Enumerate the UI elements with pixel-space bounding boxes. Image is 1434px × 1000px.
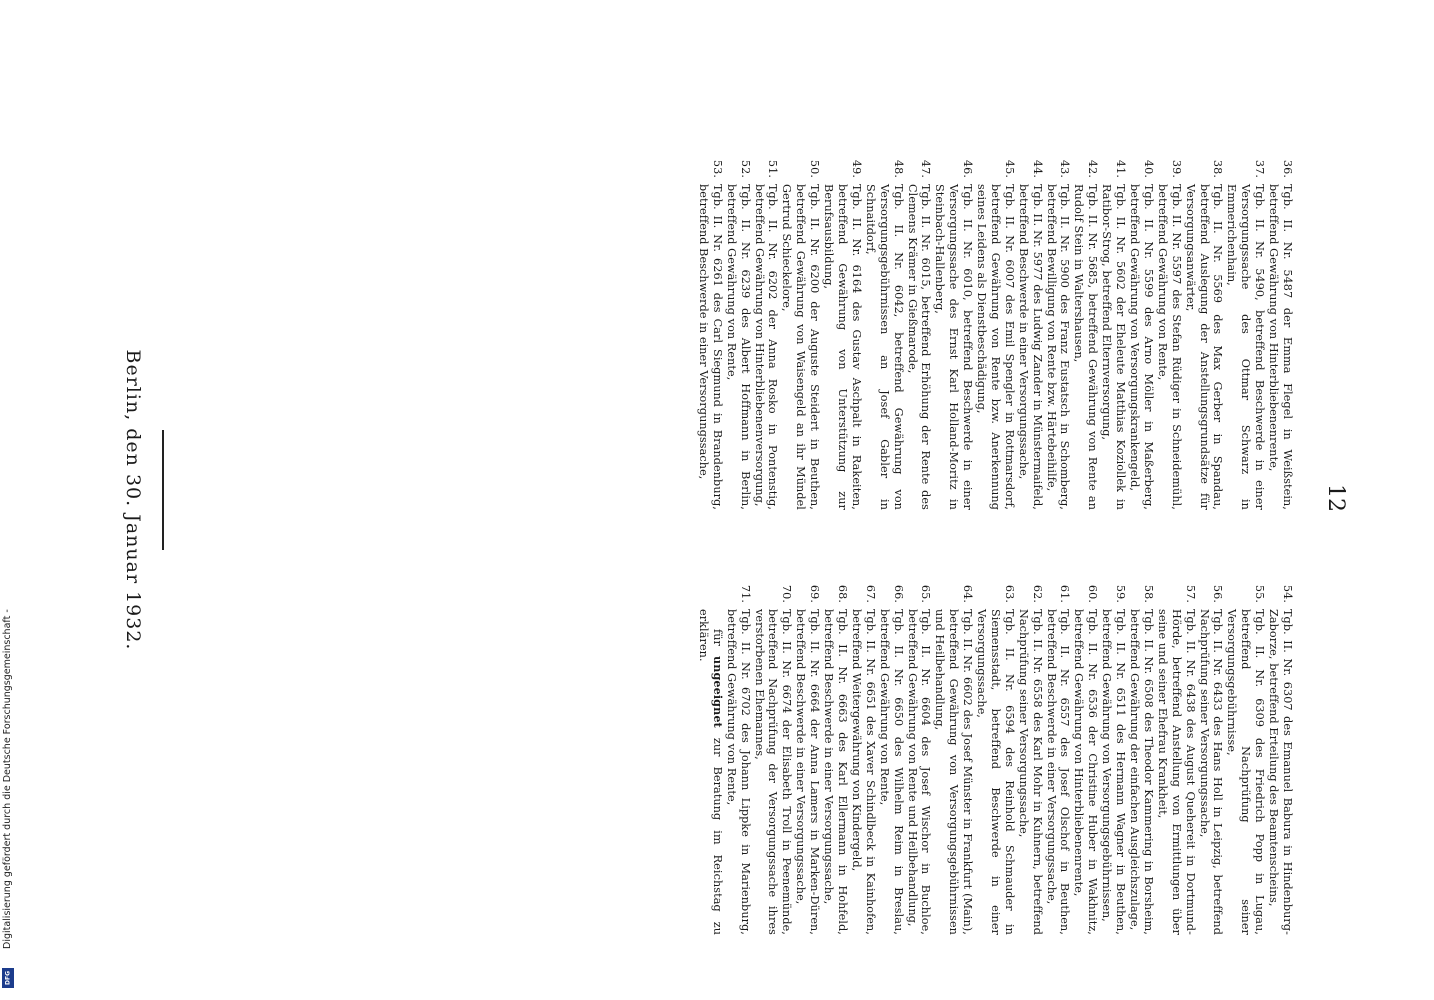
item-number: 39. <box>1169 159 1183 178</box>
item-text: Tgb. II. Nr. 6508 des Theodor Kammering in Borsheim, betreffend Gewährung der einfachen Ausgleichszulage, <box>1128 609 1155 935</box>
item-number: 40. <box>1141 159 1155 178</box>
closing-prefix: für <box>710 629 724 646</box>
list-item <box>1224 150 1266 510</box>
item-number: 49. <box>849 159 863 178</box>
item-number: 51. <box>766 159 780 178</box>
list-item <box>724 575 752 935</box>
item-number: 60. <box>1086 584 1100 603</box>
item-number: 68. <box>836 584 849 603</box>
item-number: 47. <box>919 159 933 178</box>
item-text: Tgb. II. Nr. 6438 des August Quehereit in Dortmund-Hörde, betreffend Anstellung von Ermittlungen über seine und seiner Ehefrau Krankheit, <box>1155 609 1197 935</box>
item-number: 37. <box>1253 159 1267 178</box>
item-text: Tgb. II. Nr. 6650 des Wilhelm Reim in Breslau, betreffend Gewährung von Rente, <box>877 609 905 935</box>
item-number: 67. <box>863 584 877 603</box>
item-text: Tgb. II. Nr. 6674 der Elisabeth Troll in Peenemünde, betreffend Nachprüfung der Versorgungssache ihres verstorbenen Ehemannes, <box>752 609 794 935</box>
list-item <box>821 150 863 510</box>
list-item <box>863 150 905 510</box>
item-text: Tgb. II. Nr. 6010, betreffend Beschwerde in einer Versorgungssache des Ernst Karl Holland-Moritz in Steinbach-Hallenberg, <box>933 184 975 510</box>
list-item <box>1155 150 1183 510</box>
list-item <box>1127 575 1155 935</box>
item-text: Tgb. II. Nr. 5599 des Arno Möller in Maßerberg, betreffend Gewährung von Versorgungskrankengeld, <box>1128 184 1155 510</box>
page-number: 12 <box>1323 484 1348 512</box>
item-text: Tgb. II. Nr. 6015, betreffend Erhöhung der Rente des Clemens Krämer in Gießmarode, <box>905 184 933 510</box>
item-text: Tgb. II. Nr. 6007 des Emil Spengler in Rottmarsdorf, betreffend Gewährung von Rente bzw. Anerkennung seines Leidens als Dienstbeschädigung, <box>975 184 1016 510</box>
list-item <box>905 575 933 935</box>
item-text: Tgb. II. Nr. 5900 des Franz Eustatsch in Schomberg, betreffend Bewilligung von Rente bzw. Härtebeihilfe, <box>1044 184 1072 510</box>
list-item <box>779 150 821 510</box>
list-item <box>752 150 780 510</box>
item-text: Tgb. II. Nr. 6663 des Karl Ellermann in Hohfeld, betreffend Beschwerde in einer Versorgungssache, <box>822 609 849 935</box>
list-item <box>932 575 974 935</box>
item-number: 38. <box>1211 159 1225 178</box>
list-item <box>1099 575 1127 935</box>
item-text: Tgb. II. Nr. 6536 der Christine Huber in Wakhnitz, betreffend Gewährung von Hinterbliebenenrente, <box>1072 609 1100 935</box>
item-number: 63. <box>1002 584 1016 603</box>
divider-rule <box>162 430 164 550</box>
list-item <box>1183 150 1225 510</box>
item-number: 64. <box>961 584 975 603</box>
list-item <box>1072 150 1100 510</box>
list-item <box>1224 575 1266 935</box>
item-text: Tgb. II. Nr. 5569 des Max Gerber in Spandau, betreffend Auslegung der Anstellungsgrundsätze für Versorgungsanwärter, <box>1183 184 1225 510</box>
item-text: Tgb. II. Nr. 5490, betreffend Beschwerde in einer Versorgungssache des Ottmar Schwarz in Emmerichenhain, <box>1225 184 1267 510</box>
list-item <box>905 150 933 510</box>
list-item <box>1072 575 1100 935</box>
list-item <box>1127 150 1155 510</box>
item-number: 66. <box>891 584 905 603</box>
item-number: 70. <box>780 584 794 603</box>
item-number: 43. <box>1058 159 1072 178</box>
item-number: 59. <box>1114 584 1128 603</box>
dateline: Berlin, den 30. Januar 1932. <box>122 349 144 651</box>
item-number: 71. <box>738 584 752 603</box>
list-item <box>1266 150 1294 510</box>
list-item <box>974 150 1016 510</box>
list-item <box>974 575 1016 935</box>
item-text: Tgb. II. Nr. 6651 des Xaver Schindlbeck in Kainhofen, betreffend Weitergewährung von Kindergeld, <box>849 609 877 935</box>
item-number: 57. <box>1183 584 1197 603</box>
item-text: Tgb. II. Nr. 6702 des Johann Lippke in Marienburg, betreffend Gewährung von Rente, <box>724 609 752 935</box>
list-item <box>1016 150 1044 510</box>
item-text: Tgb. II. Nr. 6511 des Hermann Wagner in Beuthen, betreffend Gewährung von Versorgungsgebührnissen, <box>1100 609 1128 935</box>
list-item <box>1044 150 1072 510</box>
item-number: 44. <box>1030 159 1044 178</box>
item-text: Tgb. II. Nr. 6594 des Reinhold Schmauder in Siemensstadt, betreffend Beschwerde in einer Versorgungssache, <box>975 609 1016 935</box>
list-item <box>1197 575 1225 935</box>
list-item <box>849 575 877 935</box>
item-number: 56. <box>1211 584 1225 603</box>
item-number: 50. <box>808 159 822 178</box>
item-number: 69. <box>808 584 822 603</box>
closing-emphasis: ungeeignet <box>710 656 725 728</box>
list-item <box>821 575 849 935</box>
item-text: Tgb. II. Nr. 6604 des Josef Wischor in Buchloe, betreffend Gewährung von Rente und Heilbehandlung, <box>905 609 933 935</box>
closing-suffix: zur Beratung im Reichstag zu erklären. <box>696 609 724 936</box>
item-text: Tgb. II. Nr. 6558 des Karl Mohr in Kuhnern, betreffend Nachprüfung seiner Versorgungssache, <box>1016 609 1044 935</box>
item-text: Tgb. II. Nr. 6042, betreffend Gewährung von Versorgungsgebührnissen an Josef Gabler in Schnaitdorf, <box>863 184 905 510</box>
list-item <box>1266 575 1294 935</box>
item-text: Tgb. II. Nr. 5487 der Emma Flegel in Weißstein, betreffend Gewährung von Hinterbliebenenrente, <box>1267 184 1294 510</box>
list-item <box>724 150 752 510</box>
list-item <box>1155 575 1197 935</box>
left-column <box>696 150 1294 510</box>
closing-statement <box>696 575 724 935</box>
item-text: Tgb. II. Nr. 6557 des Josef Olschof in Beuthen, betreffend Beschwerde in einer Versorgungssache, <box>1044 609 1072 935</box>
item-number: 53. <box>710 159 724 178</box>
item-number: 46. <box>961 159 975 178</box>
item-number: 42. <box>1086 159 1100 178</box>
list-item <box>932 150 974 510</box>
list-item <box>752 575 794 935</box>
list-item <box>696 150 724 510</box>
list-item <box>1044 575 1072 935</box>
item-text: Tgb. II. Nr. 5685, betreffend Gewährung von Rente an Rudolf Stein in Waltershausen, <box>1072 184 1100 510</box>
item-text: Tgb. II. Nr. 6202 der Anna Rosko in Pontenstig, betreffend Gewährung von Hinterbliebenenversorgung, <box>752 184 780 510</box>
dfg-logo: DFG <box>2 968 14 988</box>
item-number: 58. <box>1141 584 1155 603</box>
right-column <box>696 575 1294 935</box>
list-item <box>793 575 821 935</box>
item-number: 48. <box>891 159 905 178</box>
item-number: 36. <box>1281 159 1294 178</box>
item-text: Tgb. II. Nr. 6602 des Josef Münster in Frankfurt (Main), betreffend Gewährung von Versorgungsgebührnissen und Heilbehandlung, <box>933 609 975 935</box>
credit-text: Digitalisierung gefördert durch die Deutsche Forschungsgemeinschaft - <box>2 609 13 949</box>
item-number: 61. <box>1058 584 1072 603</box>
item-text: Tgb. II. Nr. 6309 des Friedrich Popp in Lugau, betreffend Nachprüfung seiner Versorgungsgebührnisse, <box>1225 609 1267 935</box>
item-text: Tgb. II. Nr. 6239 des Albert Hoffmann in Berlin, betreffend Gewährung von Rente, <box>724 184 752 510</box>
item-text: Tgb. II. Nr. 6664 der Anna Lamers in Marken-Düren, betreffend Beschwerde in einer Versorgungssache, <box>794 609 822 935</box>
item-number: 52. <box>738 159 752 178</box>
item-text: Tgb. II. Nr. 6433 des Hans Holl in Leipzig, betreffend Nachprüfung seiner Versorgungssache, <box>1197 609 1225 935</box>
item-text: Tgb. II. Nr. 5977 des Ludwig Zander in Münstermaifeld, betreffend Beschwerde in einer Versorgungssache, <box>1016 184 1044 510</box>
item-text: Tgb. II. Nr. 6307 des Emanuel Babura in Hindenburg-Zaborze, betreffend Erteilung des Beamtenscheins, <box>1267 609 1294 935</box>
digitization-credit <box>0 0 16 1000</box>
list-item <box>1099 150 1127 510</box>
item-number: 41. <box>1114 159 1128 178</box>
item-number: 54. <box>1281 584 1294 603</box>
item-text: Tgb. II. Nr. 6200 der Auguste Steidert in Beuthen, betreffend Gewährung von Waisengeld an ihr Mündel Gertrud Schieckelore, <box>780 184 822 510</box>
list-item <box>1016 575 1044 935</box>
item-text: Tgb. II. Nr. 6164 des Gustav Aschpalt in Rakeiten, betreffend Gewährung von Unterstützung zur Berufsausbildung, <box>822 184 863 510</box>
item-number: 62. <box>1030 584 1044 603</box>
item-text: Tgb. II. Nr. 6261 des Carl Siegmund in Brandenburg, betreffend Beschwerde in einer Versorgungssache, <box>696 184 724 510</box>
item-number: 55. <box>1253 584 1267 603</box>
item-text: Tgb. II. Nr. 5602 der Eheleute Matthias Koziollek in Ratibor-Strog, betreffend Elternversorgung, <box>1100 184 1128 510</box>
item-number: 65. <box>919 584 933 603</box>
item-text: Tgb. II. Nr. 5597 des Stefan Rüdiger in Schneidemühl, betreffend Gewährung von Rente, <box>1155 184 1183 510</box>
list-item <box>877 575 905 935</box>
item-number: 45. <box>1002 159 1016 178</box>
